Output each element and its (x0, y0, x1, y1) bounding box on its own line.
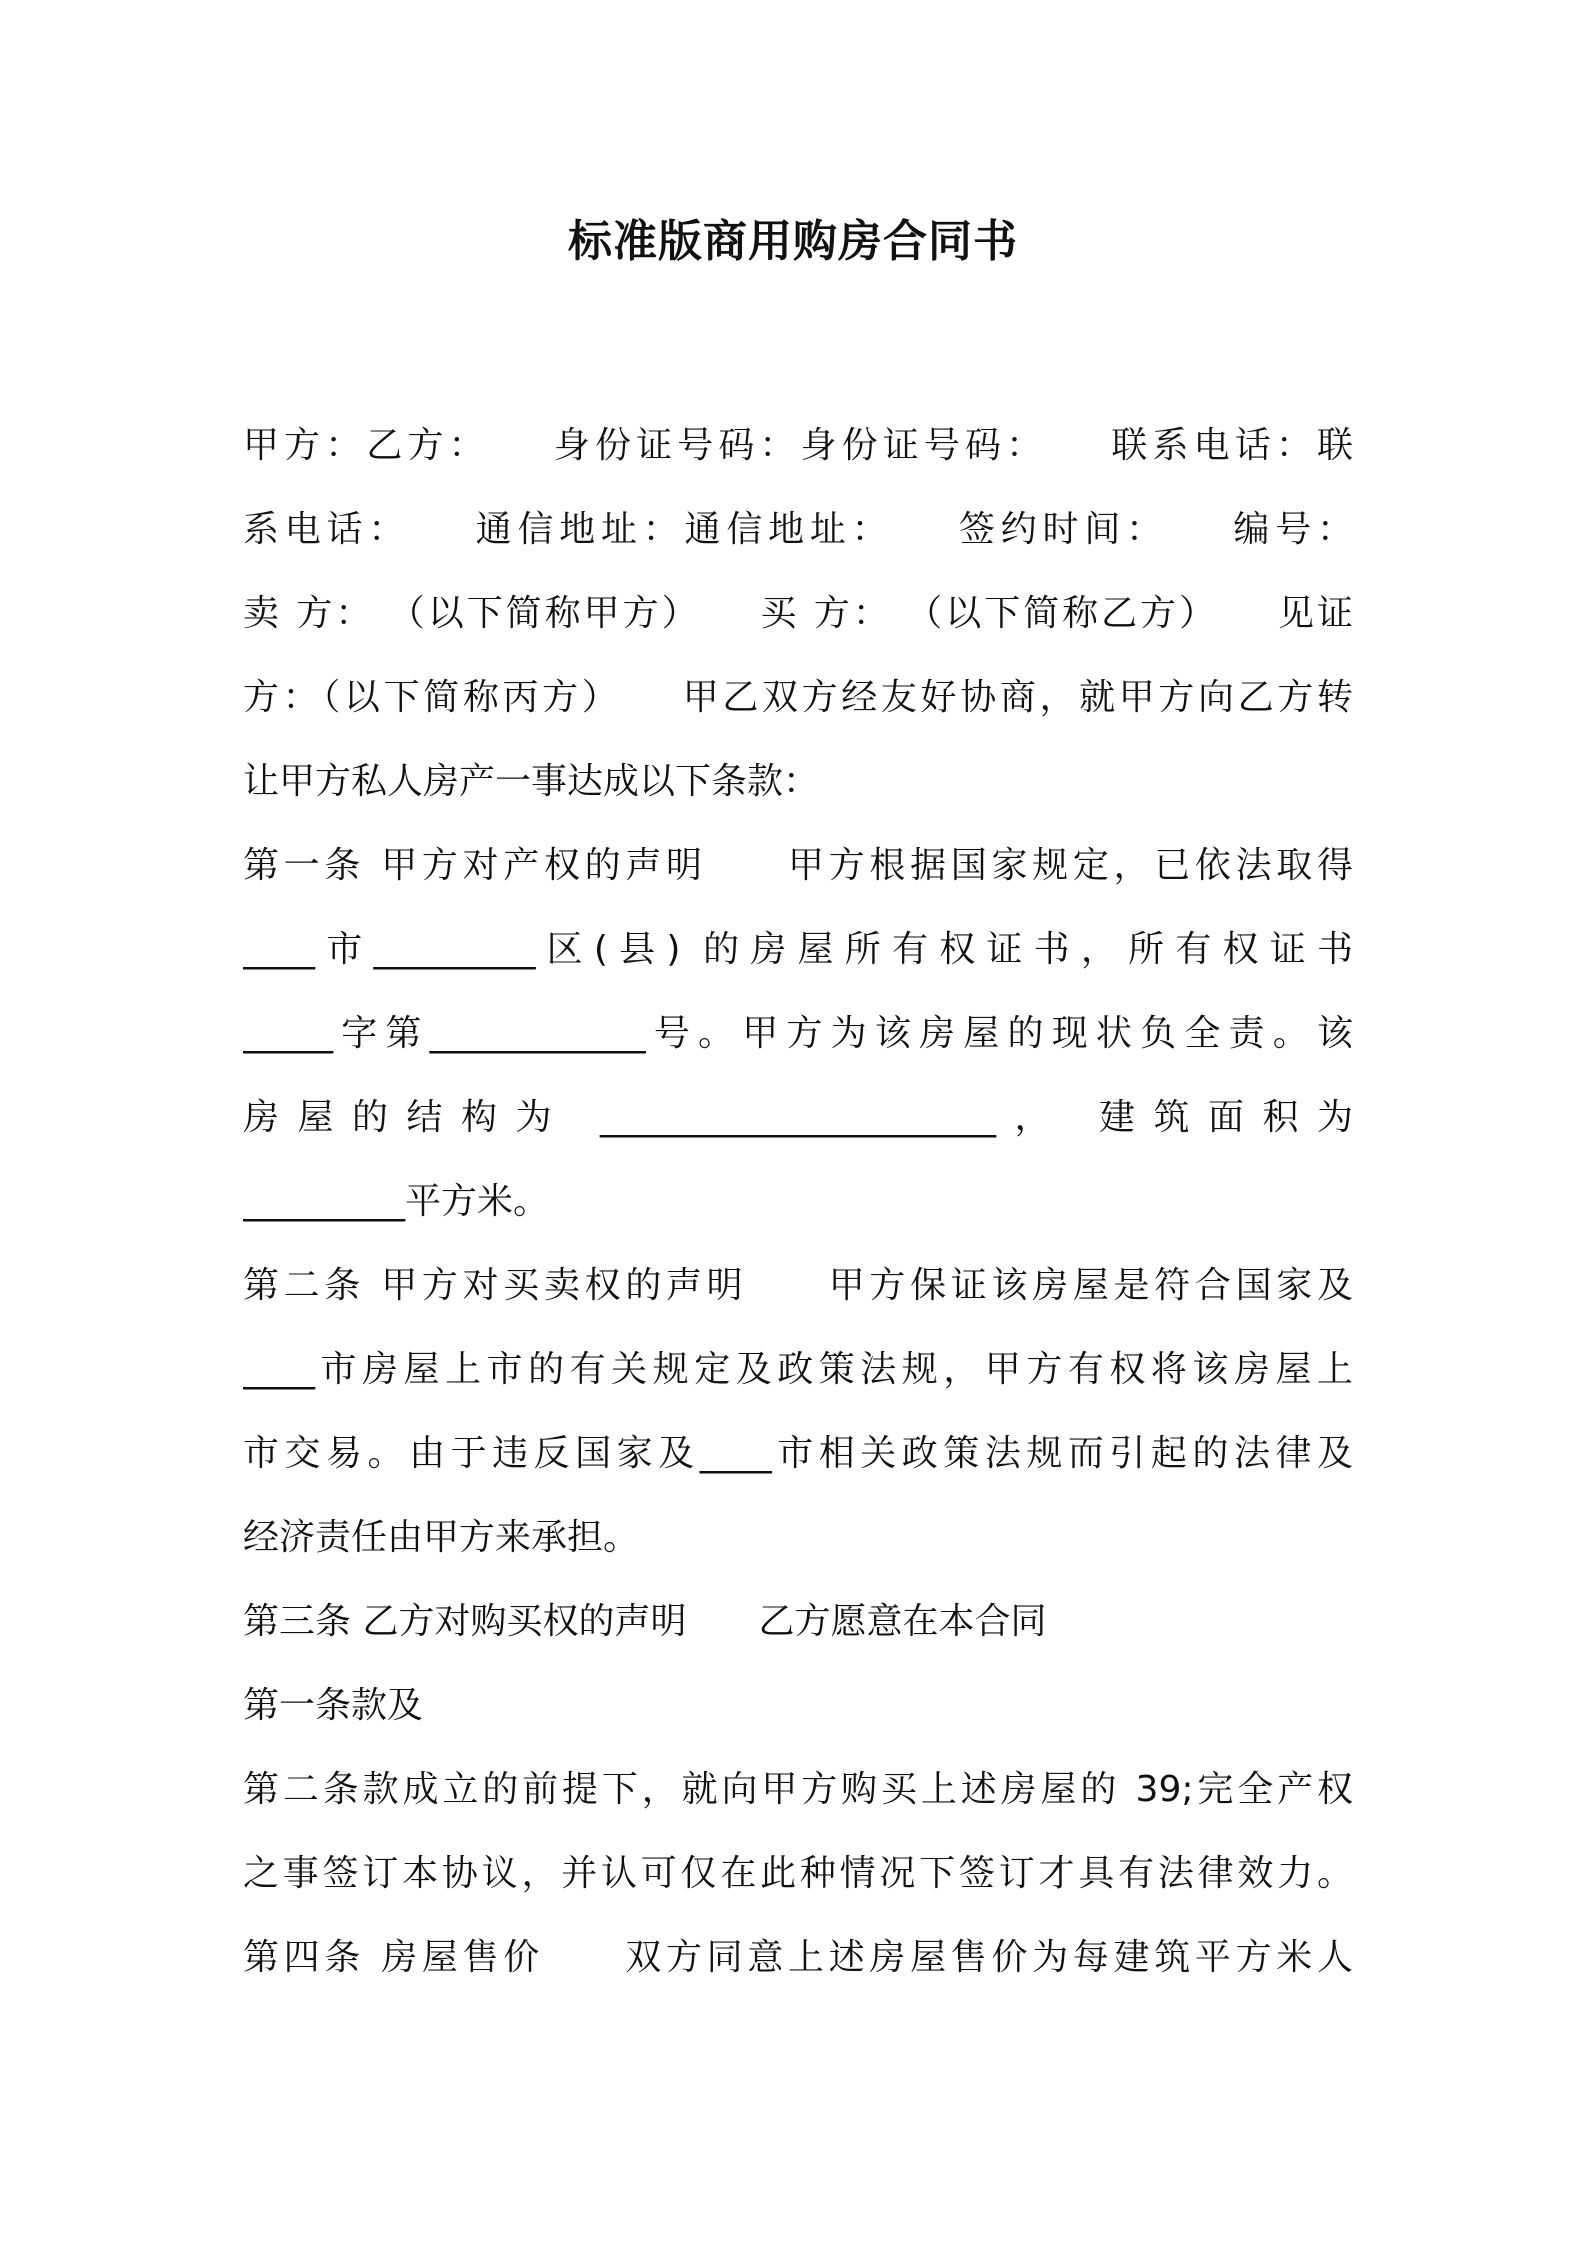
text-line: _____字第____________号。甲方为该房屋的现状负全责。该 (243, 1013, 1353, 1054)
text-line: 让甲方私人房产一事达成以下条款： (243, 761, 820, 802)
text-line: 市交易。由于违反国家及____市相关政策法规而引起的法律及 (243, 1433, 1353, 1474)
text-line: 卖 方： （以下简称甲方） 买 方： （以下简称乙方） 见证 (243, 593, 1353, 634)
contract-body (243, 404, 1353, 2000)
text-line: 之事签订本协议，并认可仅在此种情况下签订才具有法律效力。 (243, 1853, 1353, 1894)
text-line: _________平方米。 (243, 1181, 550, 1222)
text-line: 第四条 房屋售价 双方同意上述房屋售价为每建筑平方米人 (243, 1937, 1353, 1978)
text-line: 甲方：乙方： 身份证号码：身份证号码： 联系电话：联 (243, 425, 1353, 466)
text-line: 第二条款成立的前提下，就向甲方购买上述房屋的 39;完全产权 (243, 1769, 1353, 1810)
text-line: 第三条 乙方对购买权的声明 乙方愿意在本合同 (243, 1601, 1047, 1642)
text-line: ____市房屋上市的有关规定及政策法规，甲方有权将该房屋上 (243, 1349, 1353, 1390)
text-line: 第二条 甲方对买卖权的声明 甲方保证该房屋是符合国家及 (243, 1265, 1353, 1306)
text-line: 房屋的结构为 ______________________， 建筑面积为 (243, 1097, 1353, 1138)
text-line: 系电话： 通信地址：通信地址： 签约时间： 编号： (243, 509, 1353, 550)
text-line: 方：（以下简称丙方） 甲乙双方经友好协商，就甲方向乙方转 (243, 677, 1353, 718)
text-line: 第一条 甲方对产权的声明 甲方根据国家规定，已依法取得 (243, 845, 1353, 886)
text-line: 第一条款及 (243, 1685, 424, 1726)
text-line: ____市_________区(县) 的房屋所有权证书，所有权证书 (243, 929, 1353, 970)
document-title: 标准版商用购房合同书 (568, 216, 1018, 267)
text-line: 经济责任由甲方来承担。 (243, 1517, 640, 1558)
